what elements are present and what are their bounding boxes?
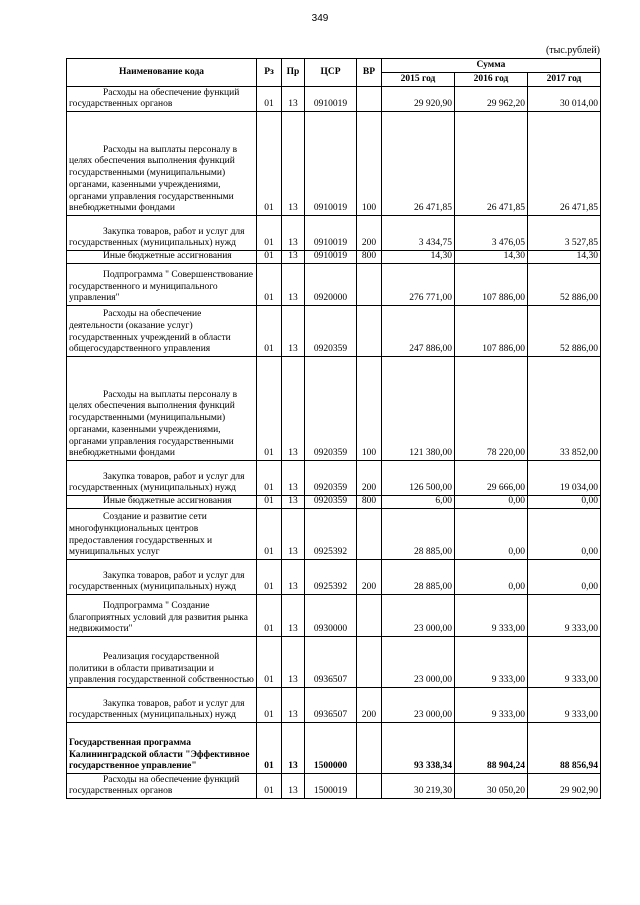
table-row [67,688,601,723]
cell-name: Закупка товаров, работ и услуг для государственных (муниципальных) нужд [67,560,257,595]
cell-2015: 247 886,00 [382,306,455,357]
cell-vr: 800 [357,251,382,264]
cell-2016: 29 666,00 [455,461,528,496]
cell-2015: 28 885,00 [382,509,455,560]
col-header-rz: Рз [257,59,282,87]
cell-name: Расходы на выплаты персоналу в целях обеспечения выполнения функций государственными (муниципальными) органами, казенными учреждениями, органами управления государственными внебюджетными фондами [67,112,257,216]
table-row [67,774,601,799]
cell-2015: 14,30 [382,251,455,264]
cell-name: Создание и развитие сети многофункциональных центров предоставления государственных и муниципальных услуг [67,509,257,560]
cell-vr: 100 [357,357,382,461]
cell-rz: 01 [257,509,282,560]
cell-pr: 13 [282,509,305,560]
cell-rz: 01 [257,461,282,496]
cell-vr [357,637,382,688]
cell-2016: 14,30 [455,251,528,264]
cell-2017: 26 471,85 [528,112,601,216]
cell-rz: 01 [257,112,282,216]
cell-2017: 52 886,00 [528,264,601,306]
cell-vr: 200 [357,560,382,595]
cell-name: Расходы на выплаты персоналу в целях обеспечения выполнения функций государственными (муниципальными) органами, казенными учреждениями, органами управления государственными внебюджетными фондами [67,357,257,461]
cell-2016: 78 220,00 [455,357,528,461]
cell-2017: 9 333,00 [528,637,601,688]
cell-rz: 01 [257,251,282,264]
cell-pr: 13 [282,264,305,306]
cell-csr: 0925392 [305,560,357,595]
cell-2017: 30 014,00 [528,87,601,112]
cell-2015: 121 380,00 [382,357,455,461]
cell-2016: 26 471,85 [455,112,528,216]
cell-vr: 200 [357,688,382,723]
cell-csr: 0920359 [305,357,357,461]
cell-csr: 0925392 [305,509,357,560]
col-header-csr: ЦСР [305,59,357,87]
col-header-2017: 2017 год [528,73,601,87]
cell-vr [357,87,382,112]
cell-2017: 9 333,00 [528,595,601,637]
cell-rz: 01 [257,357,282,461]
cell-pr: 13 [282,357,305,461]
cell-csr: 0930000 [305,595,357,637]
cell-2015: 3 434,75 [382,216,455,251]
cell-2017: 0,00 [528,509,601,560]
cell-vr [357,774,382,799]
cell-2015: 23 000,00 [382,637,455,688]
cell-name: Иные бюджетные ассигнования [67,496,257,509]
cell-csr: 0910019 [305,87,357,112]
cell-rz: 01 [257,595,282,637]
cell-2015: 6,00 [382,496,455,509]
cell-2017: 0,00 [528,496,601,509]
table-row [67,496,601,509]
cell-2017: 88 856,94 [528,723,601,774]
cell-vr: 100 [357,112,382,216]
cell-csr: 0920000 [305,264,357,306]
cell-vr: 200 [357,216,382,251]
table-row [67,509,601,560]
cell-2016: 88 904,24 [455,723,528,774]
cell-2016: 0,00 [455,509,528,560]
cell-name: Закупка товаров, работ и услуг для государственных (муниципальных) нужд [67,688,257,723]
col-header-pr: Пр [282,59,305,87]
cell-csr: 0910019 [305,251,357,264]
cell-name: Расходы на обеспечение функций государственных органов [67,774,257,799]
budget-table [66,58,601,799]
cell-csr: 1500019 [305,774,357,799]
cell-rz: 01 [257,560,282,595]
cell-pr: 13 [282,216,305,251]
cell-csr: 0936507 [305,688,357,723]
cell-vr [357,723,382,774]
cell-name: Расходы на обеспечение функций государственных органов [67,87,257,112]
table-row [67,560,601,595]
cell-vr [357,306,382,357]
cell-pr: 13 [282,496,305,509]
cell-rz: 01 [257,306,282,357]
cell-vr [357,595,382,637]
table-row [67,306,601,357]
table-row [67,251,601,264]
cell-2016: 9 333,00 [455,637,528,688]
cell-2015: 30 219,30 [382,774,455,799]
table-row [67,637,601,688]
cell-pr: 13 [282,723,305,774]
cell-pr: 13 [282,306,305,357]
cell-2015: 29 920,90 [382,87,455,112]
cell-vr: 800 [357,496,382,509]
cell-rz: 01 [257,87,282,112]
col-header-2015: 2015 год [382,73,455,87]
cell-csr: 0920359 [305,496,357,509]
cell-pr: 13 [282,461,305,496]
cell-pr: 13 [282,774,305,799]
cell-rz: 01 [257,774,282,799]
cell-vr: 200 [357,461,382,496]
cell-2017: 52 886,00 [528,306,601,357]
cell-name: Иные бюджетные ассигнования [67,251,257,264]
table-row [67,723,601,774]
cell-name: Закупка товаров, работ и услуг для государственных (муниципальных) нужд [67,461,257,496]
cell-2015: 28 885,00 [382,560,455,595]
cell-2016: 0,00 [455,560,528,595]
cell-2017: 3 527,85 [528,216,601,251]
cell-pr: 13 [282,251,305,264]
cell-2017: 0,00 [528,560,601,595]
cell-pr: 13 [282,688,305,723]
page-number: 349 [311,13,329,24]
cell-name: Расходы на обеспечение деятельности (оказание услуг) государственных учреждений в области общегосударственного управления [67,306,257,357]
table-row [67,357,601,461]
cell-name: Реализация государственной политики в области приватизации и управления государственной собственностью [67,637,257,688]
cell-rz: 01 [257,264,282,306]
cell-2015: 23 000,00 [382,595,455,637]
cell-2016: 30 050,20 [455,774,528,799]
cell-csr: 1500000 [305,723,357,774]
col-header-2016: 2016 год [455,73,528,87]
col-header-name: Наименование кода [67,59,257,87]
cell-csr: 0910019 [305,112,357,216]
cell-2016: 107 886,00 [455,306,528,357]
cell-2016: 9 333,00 [455,688,528,723]
cell-csr: 0910019 [305,216,357,251]
cell-2015: 23 000,00 [382,688,455,723]
table-row [67,87,601,112]
col-header-vr: ВР [357,59,382,87]
cell-pr: 13 [282,595,305,637]
cell-rz: 01 [257,496,282,509]
table-row [67,216,601,251]
units-label: (тыс.рублей) [545,45,600,56]
cell-rz: 01 [257,216,282,251]
cell-pr: 13 [282,112,305,216]
table-row [67,461,601,496]
cell-pr: 13 [282,637,305,688]
cell-name: Государственная программа Калининградской области "Эффективное государственное управление" [67,723,257,774]
cell-csr: 0920359 [305,461,357,496]
cell-2016: 107 886,00 [455,264,528,306]
cell-2015: 126 500,00 [382,461,455,496]
cell-2017: 14,30 [528,251,601,264]
cell-2017: 19 034,00 [528,461,601,496]
cell-name: Подпрограмма " Совершенствование государственного и муниципального управления" [67,264,257,306]
cell-2016: 29 962,20 [455,87,528,112]
cell-name: Подпрограмма " Создание благоприятных условий для развития рынка недвижимости" [67,595,257,637]
cell-2015: 26 471,85 [382,112,455,216]
cell-2015: 276 771,00 [382,264,455,306]
cell-pr: 13 [282,560,305,595]
cell-2017: 29 902,90 [528,774,601,799]
table-row [67,264,601,306]
cell-vr [357,264,382,306]
col-header-sum: Сумма [382,59,601,73]
cell-csr: 0936507 [305,637,357,688]
table-row [67,112,601,216]
cell-name: Закупка товаров, работ и услуг для государственных (муниципальных) нужд [67,216,257,251]
cell-2016: 9 333,00 [455,595,528,637]
cell-rz: 01 [257,688,282,723]
cell-vr [357,509,382,560]
cell-2017: 9 333,00 [528,688,601,723]
cell-2015: 93 338,34 [382,723,455,774]
cell-rz: 01 [257,723,282,774]
cell-2016: 0,00 [455,496,528,509]
table-row [67,595,601,637]
cell-csr: 0920359 [305,306,357,357]
cell-pr: 13 [282,87,305,112]
cell-rz: 01 [257,637,282,688]
cell-2017: 33 852,00 [528,357,601,461]
cell-2016: 3 476,05 [455,216,528,251]
